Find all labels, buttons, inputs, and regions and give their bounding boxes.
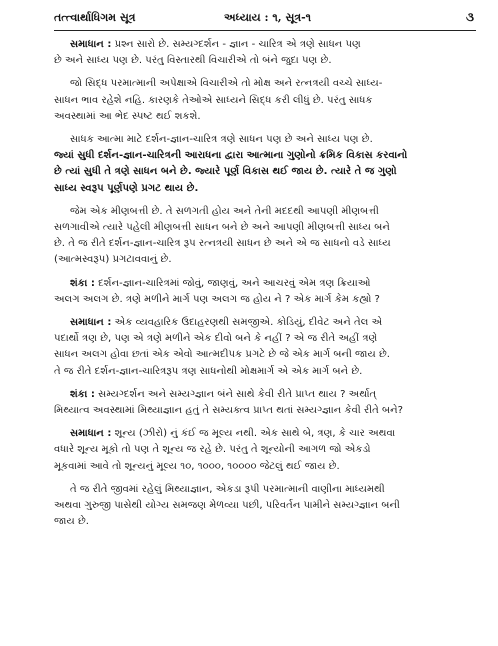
paragraph [54, 204, 476, 269]
paragraph-label: સમાધાન : [70, 317, 112, 329]
line-text: વધારે શૂન્ય મૂકો તો પણ તે શૂન્ય જ રહે છે. પરંતુ તે શૂન્યોની આગળ જો એકડો [54, 444, 371, 456]
line-text: છે અને સાધ્ય પણ છે. પરંતુ વિસ્તારથી વિચારીએ તો બંને જુદા પણ છે. [54, 55, 332, 67]
text-line [54, 315, 476, 331]
line-text: સળગાવીએ ત્યારે પહેલી મીણબત્તી સાધન બને છે અને આપણી મીણબત્તી સાધ્ય બને [54, 222, 390, 234]
paragraph-label: સમાધાન : [70, 39, 112, 50]
text-line [54, 459, 476, 475]
text-line [54, 252, 476, 268]
text-line [54, 276, 476, 292]
text-line [54, 164, 476, 180]
page-header [54, 8, 476, 31]
text-line [54, 109, 476, 125]
text-line [54, 132, 476, 148]
line-text: દર્શન-જ્ઞાન-ચારિત્રમાં જોવું, જાણવું, અને આચરવું એમ ત્રણ ક્રિયાઓ [94, 277, 371, 289]
text-line [54, 426, 476, 442]
text-line [54, 292, 476, 308]
page-body [54, 37, 476, 530]
paragraph-label: શંકા : [70, 388, 95, 400]
text-line [54, 403, 476, 419]
line-text: મિથ્યાત્વ અવસ્થામાં મિથ્યાજ્ઞાન હતું તે સમ્યક્ત્વ પ્રાપ્ત થતાં સમ્યગ્જ્ઞાન કેવી રીતે બને? [54, 405, 403, 417]
line-text: પ્રશ્ન સારો છે. સમ્યગ્દર્શન - જ્ઞાન - ચારિત્ર એ ત્રણે સાધન પણ [111, 39, 361, 50]
text-line [54, 220, 476, 236]
paragraph [54, 276, 476, 308]
text-line [54, 181, 476, 197]
paragraph [54, 76, 476, 125]
line-text: શૂન્ય (ઝીરો) નું કંઈ જ મૂલ્ય નથી. એક સાથે બે, ત્રણ, કે ચાર અથવા [111, 428, 396, 440]
line-text: સાધન ભાવ રહેશે નહિ. કારણકે તેઓએ સાધ્યને સિદ્ધ કરી લીધું છે. પરંતુ સાધક [54, 94, 373, 106]
text-line [54, 514, 476, 530]
text-line [54, 204, 476, 220]
line-text: (આત્મસ્વરૂપ) પ્રગટાવવાનું છે. [54, 254, 172, 266]
line-text: અથવા ગુરુજી પાસેથી યોગ્ય સમજણ મેળવ્યા પછી, પરિવર્તન પામીને સમ્યગ્જ્ઞાન બની [54, 500, 400, 512]
paragraph [54, 426, 476, 475]
line-text: તે જ રીતે જીવમાં રહેલું મિથ્યાજ્ઞાન, એકડા રૂપી પરમાત્માની વાણીના માધ્યમથી [70, 483, 385, 495]
text-line [54, 236, 476, 252]
paragraph [54, 315, 476, 380]
text-line [54, 37, 476, 53]
text-line [54, 364, 476, 380]
line-text: છે. તે જ રીતે દર્શન-જ્ઞાન-ચારિત્ર રૂપ રત્નત્રયી સાધન છે અને એ જ સાધનો વડે સાધ્ય [54, 238, 391, 250]
paragraph [54, 387, 476, 419]
text-line [54, 387, 476, 403]
line-text: પદાર્થો ત્રણ છે, પણ એ ત્રણે મળીને એક દીવો બને કે નહીં ? એ જ રીતે અહીં ત્રણે [54, 333, 378, 345]
line-text: જેમ એક મીણબત્તી છે. તે સળગતી હોય અને તેની મદદથી આપણી મીણબત્તી [70, 205, 379, 217]
line-text: અલગ અલગ છે. ત્રણે મળીને માર્ગ પણ અલગ જ હોય ને ? એક માર્ગ કેમ કહ્યો ? [54, 293, 380, 305]
line-text: સાધક આત્મા માટે દર્શન-જ્ઞાન-ચારિત્ર ત્રણે સાધન પણ છે અને સાધ્ય પણ છે. [70, 134, 373, 146]
text-line [54, 331, 476, 347]
text-line [54, 53, 476, 69]
book-title: તત્ત્વાર્થાધિગમ સૂત્ર [54, 11, 136, 24]
text-line [54, 442, 476, 458]
paragraph [54, 132, 476, 197]
page-number: ૩ [466, 10, 474, 24]
paragraph [54, 482, 476, 531]
line-text: સાધન અલગ હોવા છતાં એક એવો આત્મદીપક પ્રગટે છે જે એક માર્ગ બની જાય છે. [54, 349, 390, 361]
line-text: જો સિદ્ધ પરમાત્માની અપેક્ષાએ વિચારીએ તો મોક્ષ અને રત્નત્રયી વચ્ચે સાધ્ય- [70, 78, 383, 90]
text-line [54, 498, 476, 514]
emphasized-text: છે ત્યાં સુધી તે ત્રણે સાધન બને છે. જ્યારે પૂર્ણ વિકાસ થઈ જાય છે. ત્યારે તે જ ગુણો [54, 166, 397, 178]
line-text: મૂકવામાં આવે તો શૂન્યનું મૂલ્ય ૧૦, ૧૦૦૦, ૧૦૦૦૦ જેટલું થઈ જાય છે. [54, 460, 340, 472]
line-text: અવસ્થામાં આ ભેદ સ્પષ્ટ થઈ શકશે. [54, 110, 201, 122]
paragraph-label: સમાધાન : [70, 428, 112, 440]
line-text: તે જ રીતે દર્શન-જ્ઞાન-ચારિત્રરૂપ ત્રણ સાધનોથી મોક્ષમાર્ગ એ એક માર્ગ બને છે. [54, 365, 363, 377]
text-line [54, 482, 476, 498]
text-line [54, 148, 476, 164]
text-line [54, 93, 476, 109]
emphasized-text: સાધ્ય સ્વરૂપ પૂર્ણપણે પ્રગટ થાય છે. [54, 182, 199, 194]
line-text: જાય છે. [54, 516, 89, 528]
text-line [54, 76, 476, 92]
line-text: સમ્યગ્દર્શન અને સમ્યગ્જ્ઞાન બંને સાથે કેવી રીતે પ્રાપ્ત થાય ? અર્થાત્ [94, 388, 377, 400]
paragraph-label: શંકા : [70, 277, 95, 289]
chapter-reference: અધ્યાય : ૧, સૂત્ર-૧ [224, 11, 312, 24]
text-line [54, 347, 476, 363]
paragraph [54, 37, 476, 69]
emphasized-text: જ્યાં સુધી દર્શન-જ્ઞાન-ચારિત્રની આરાધના દ્વારા આત્માના ગુણોનો ક્રમિક વિકાસ કરવાનો [54, 150, 408, 162]
line-text: એક વ્યવહારિક ઉદાહરણથી સમજીએ. કોડિયું, દીવેટ અને તેલ એ [111, 317, 383, 329]
